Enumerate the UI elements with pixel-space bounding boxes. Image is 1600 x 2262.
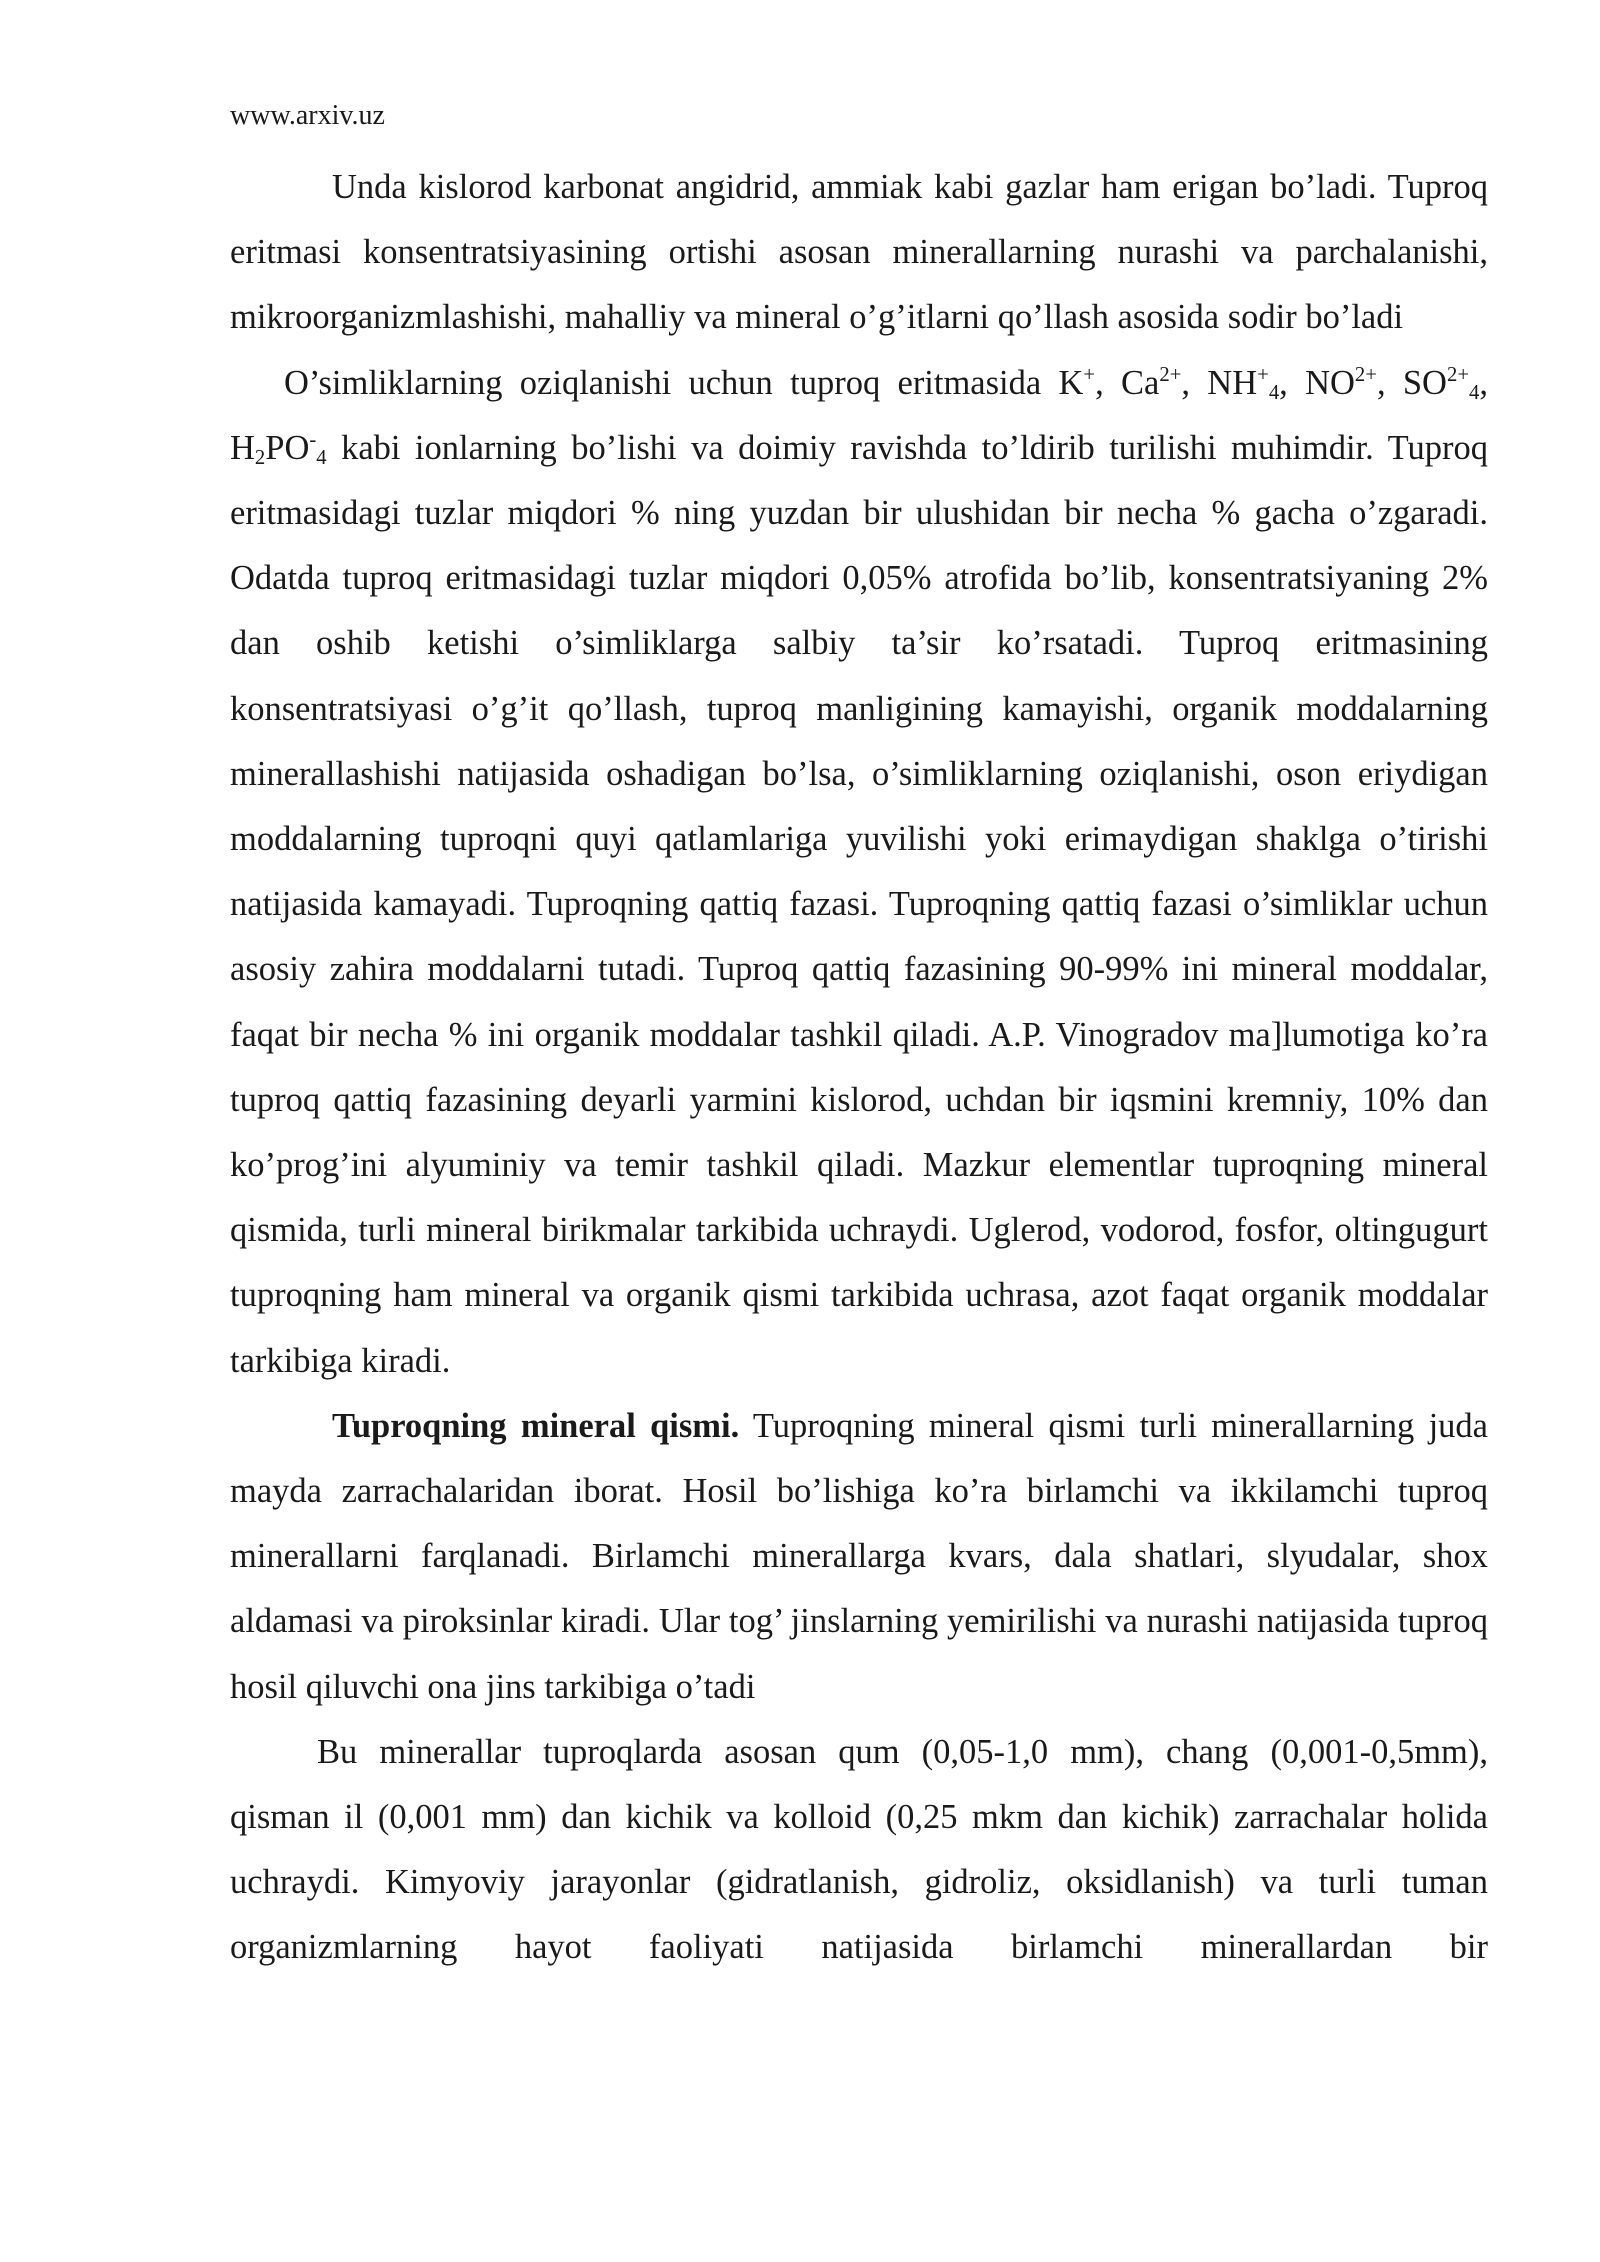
nh-sup: + (1257, 364, 1269, 387)
site-url: www.arxiv.uz (230, 100, 385, 131)
po-sub: 4 (316, 446, 327, 469)
paragraph-3 (230, 1394, 1488, 1720)
ca-sup: 2+ (1159, 364, 1182, 387)
p2-text-a: O’simliklarning oziqlanishi uchun tuproq eritmasida K (284, 363, 1084, 402)
document-body (230, 155, 1488, 1981)
so-sup: 2+ (1446, 364, 1469, 387)
h-sub: 2 (254, 446, 266, 469)
po-sup: - (309, 429, 317, 452)
p2-text-d: , NO (1279, 363, 1355, 402)
p2-text-f: , H (230, 363, 1488, 467)
p2-text-e: , SO (1376, 363, 1447, 402)
paragraph-2 (230, 351, 1488, 1394)
p2-text-g: PO (265, 428, 310, 467)
k-sup: + (1083, 364, 1096, 387)
paragraph-1: Unda kislorod karbonat angidrid, ammiak kabi gazlar ham erigan bo’ladi. Tuproq eritmasi konsentratsiyasining ortishi asosan minerallarning nurashi va parchalanishi, mikroorganizmlashishi, mahalliy va mineral o’g’itlarni qo’llash asosida sodir bo’ladi (230, 168, 1488, 337)
p2-text-c: , NH (1181, 363, 1258, 402)
p2-text-h: kabi ionlarning bo’lishi va doimiy ravishda to’ldirib turilishi muhimdir. Tuproq eritmasidagi tuzlar miqdori % ning yuzdan bir ulushidan bir necha % gacha o’zgaradi. Odatda tuproq eritmasidagi tuzlar miqdori 0,05% atrofida bo’lib, konsentratsiyaning 2% dan oshib ketishi o’simliklarga salbiy ta’sir ko’rsatadi. Tuproq eritmasining konsentratsiyasi o’g’it qo’llash, tuproq manligining kamayishi, organik moddalarning minerallashishi natijasida oshadigan bo’lsa, o’simliklarning oziqlanishi, oson eriydigan moddalarning tuproqni quyi qatlamlariga yuvilishi yoki erimaydigan shaklga o’tirishi natijasida kamayadi. Tuproqning qattiq fazasi. Tuproqning qattiq fazasi o’simliklar uchun asosiy zahira moddalarni tutadi. Tuproq qattiq fazasining 90-99% ini mineral moddalar, faqat bir necha % ini organik moddalar tashkil qiladi. A.P. Vinogradov ma]lumotiga ko’ra tuproq qattiq fazasining deyarli yarmini kislorod, uchdan bir iqsmini kremniy, 10% dan ko’prog’ini alyuminiy va temir tashkil qiladi. Mazkur elementlar tuproqning mineral qismida, turli mineral birikmalar tarkibida uchraydi. Uglerod, vodorod, fosfor, oltingugurt tuproqning ham mineral va organik qismi tarkibida uchrasa, azot faqat organik moddalar tarkibiga kiradi. (230, 428, 1488, 1380)
no-sup: 2+ (1354, 364, 1377, 387)
paragraph-4: Bu minerallar tuproqlarda asosan qum (0,05-1,0 mm), chang (0,001-0,5mm), qisman il (0,001 mm) dan kichik va kolloid (0,25 mkm dan kichik) zarrachalar holida uchraydi. Kimyoviy jarayonlar (gidratlanish, gidroliz, oksidlanish) va turli tuman organizmlarning hayot faoliyati natijasida birlamchi minerallardan bir (230, 1732, 1488, 1967)
p3-text: Tuproqning mineral qismi turli minerallarning juda mayda zarrachalaridan iborat. Hosil bo’lishiga ko’ra birlamchi va ikkilamchi tuproq minerallarni farqlanadi. Birlamchi minerallarga kvars, dala shatlari, slyudalar, shox aldamasi va piroksinlar kiradi. Ular tog’ jinslarning yemirilishi va nurashi natijasida tuproq hosil qiluvchi ona jins tarkibiga o’tadi (230, 1406, 1488, 1706)
so-sub: 4 (1469, 381, 1480, 404)
nh-sub: 4 (1268, 381, 1280, 404)
p2-text-b: , Ca (1095, 363, 1160, 402)
section-heading: Tuproqning mineral qismi. (332, 1406, 740, 1445)
